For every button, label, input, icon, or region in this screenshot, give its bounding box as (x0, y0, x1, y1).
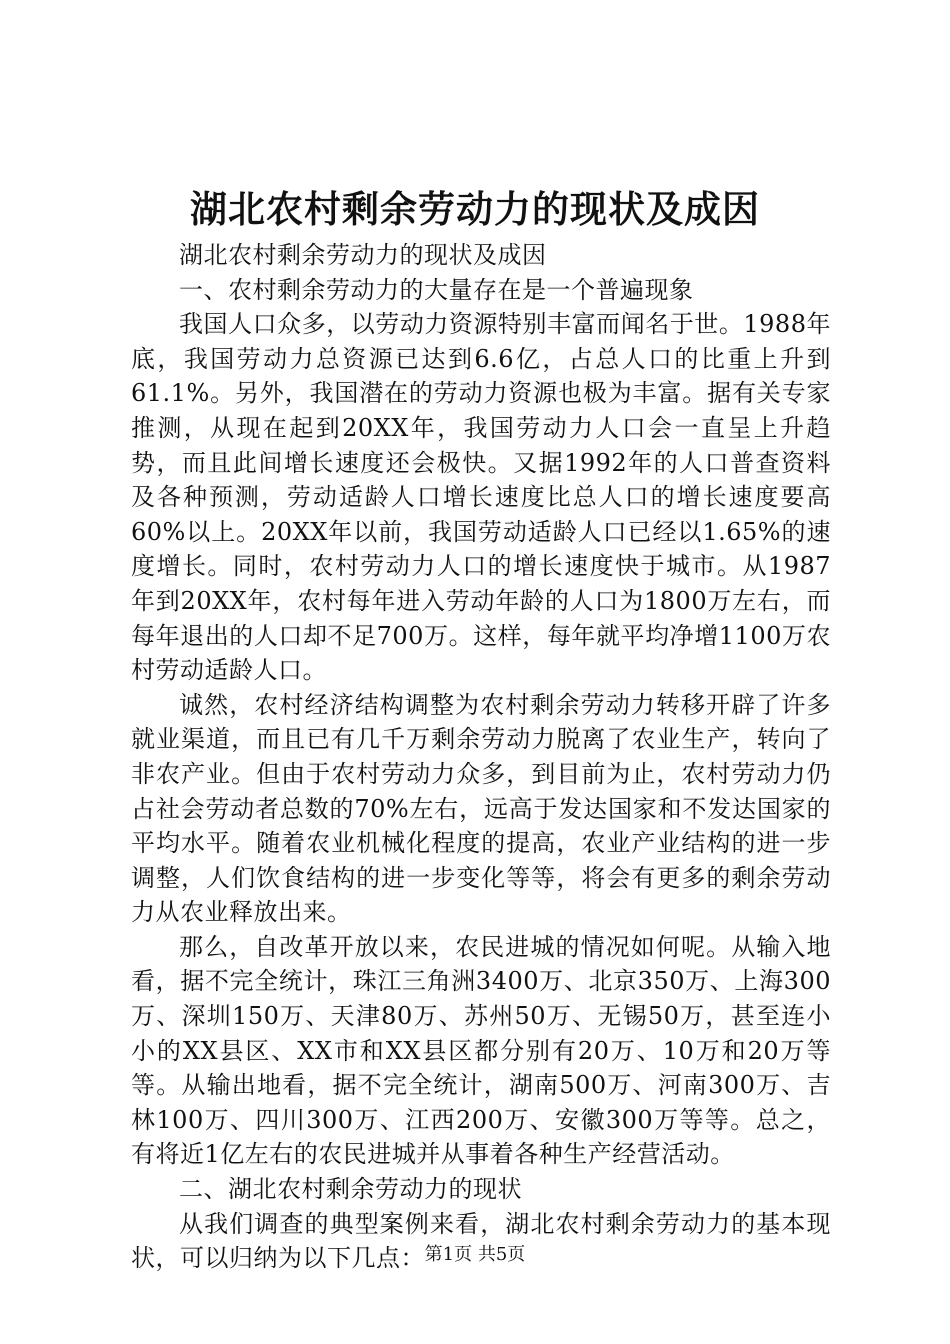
body-paragraph: 从我们调查的典型案例来看，湖北农村剩余劳动力的基本现状，可以归纳为以下几点： (131, 1209, 831, 1273)
body-paragraph: 诚然，农村经济结构调整为农村剩余劳动力转移开辟了许多就业渠道，而且已有几千万剩余劳动力脱离了农业生产，转向了非农产业。但由于农村劳动力众多，到目前为止，农村劳动力仍占社会劳动者总数的70%左右，远高于发达国家和不发达国家的平均水平。随着农业机械化程度的提高，农业产业结构的进一步调整，人们饮食结构的进一步变化等等，将会有更多的剩余劳动力从农业释放出来。 (131, 690, 831, 927)
body-paragraph: 那么，自改革开放以来，农民进城的情况如何呢。从输入地看，据不完全统计，珠江三角洲3400万、北京350万、上海300万、深圳150万、天津80万、苏州50万、无锡50万，甚至连小小的XX县区、XX市和XX县区都分别有20万、10万和20万等等。从输出地看，据不完全统计，湖南500万、河南300万、吉林100万、四川300万、江西200万、安徽300万等等。总之，有将近1亿左右的农民进城并从事着各种生产经营活动。 (131, 932, 831, 1169)
page-footer: 第1页 共5页 (424, 1244, 526, 1265)
document-body (131, 238, 831, 1276)
section-heading-1: 一、农村剩余劳动力的大量存在是一个普遍现象 (179, 275, 694, 304)
section-heading-2: 二、湖北农村剩余劳动力的现状 (179, 1175, 522, 1204)
body-paragraph: 我国人口众多，以劳动力资源特别丰富而闻名于世。1988年底，我国劳动力总资源已达到6.6亿，占总人口的比重上升到61.1%。另外，我国潜在的劳动力资源也极为丰富。据有关专家推测，从现在起到20XX年，我国劳动力人口会一直呈上升趋势，而且此间增长速度还会极快。又据1992年的人口普查资料及各种预测，劳动适龄人口增长速度比总人口的增长速度要高60%以上。20XX年以前，我国劳动适龄人口已经以1.65%的速度增长。同时，农村劳动力人口的增长速度快于城市。从1987年到20XX年，农村每年进入劳动年龄的人口为1800万左右，而每年退出的人口却不足700万。这样，每年就平均净增1100万农村劳动适龄人口。 (131, 310, 831, 685)
subtitle-paragraph: 湖北农村剩余劳动力的现状及成因 (179, 241, 547, 269)
document-title: 湖北农村剩余劳动力的现状及成因 (190, 187, 760, 231)
